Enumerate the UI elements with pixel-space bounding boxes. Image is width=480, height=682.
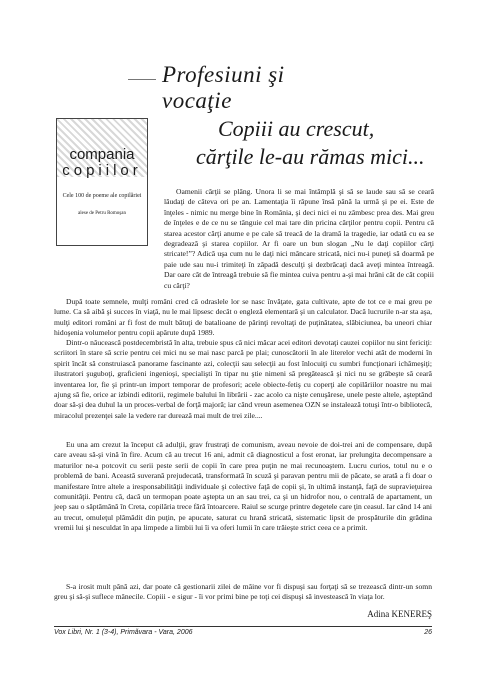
cover-caption: Cele 100 de poeme ale copilăriei	[62, 193, 142, 199]
footer-journal: Vox Libri, Nr. 1 (3-4), Primăvara - Vara, 2006	[54, 629, 193, 636]
article-title-line1: Copiii au crescut,	[218, 116, 375, 141]
intro-paragraph: Oamenii cărţii se plâng. Unora li se mai întâmplă şi să se laude sau să se ceară lăudaţi de câteva ori pe an. Lamentaţia îi răpune însă până la urmă şi pe ei. Este de înţeles - nimic nu merge bine în România, şi deci nici ei nu zâmbesc prea des. Mai greu de înţeles e de ce nu se tânguie cel mai tare din pricina cărţilor pentru copii. Pentru că starea acestor cărţi anume e pe cale să treacă de la dramă la tragedie, iar odată cu ea se degradează şi starea copiilor. Ar fi oare un bun slogan „Nu le daţi copiilor cărţi stricate!”? Adică uşa cum nu le daţi nici mâncare stricată, nici nu-i puneţi să doarmă pe paie ude sau nu-i trimiteţi în zăpadă desculţi şi dezbrăcaţi dacă aveţi mintea întreagă. Dar oare cât de întreagă trebuie să fie mintea cuiva pentru a-şi mai hrăni cât de cât copiii cu cărţi?	[164, 187, 434, 290]
cover-author: alese de Petru Romoşan	[78, 211, 126, 216]
body-paragraph: S-a irosit mult până azi, dar poate că gestionarii zilei de mâine vor fi dispuşi sau forţaţi să se trezească dintr-un somn greu şi să-şi suflece mânecile. Copiii - e sigur - îi vor primi bine pe toţi cei dispuşi să investească în viaţa lor.	[54, 582, 432, 602]
section-title: Profesiuni şi vocaţie	[156, 62, 353, 114]
cover-title: compania	[69, 146, 135, 163]
body-paragraph: După toate semnele, mulţi români cred că odraslele lor se nasc învăţate, gata cultivate, apte de tot ce e mai greu pe lume. Ca să aibă şi succes în viaţă, nu le mai lipsesc decât o engleză elementară şi un calculator. Dacă lucrurile n-ar sta aşa, mulţi editori români ar fi fost de mult bătuţi de batalioane de părinţi revoltaţi de puţinătatea, slăbiciunea, ba uneori chiar hidoşenia volumelor pentru copii apărute după 1989.	[54, 297, 432, 338]
section-header	[128, 60, 353, 113]
article-author: Adina KENEREŞ	[367, 609, 432, 619]
footer-rule	[54, 626, 432, 627]
page-number: 26	[424, 629, 432, 636]
article-title-line2: cărţile le-au rămas mici...	[196, 144, 425, 169]
body-paragraph: Dintr-o năucească postdecembristă în alta, trebuie spus că nici măcar acei editori devotaţi cauzei copiilor nu sint fericiţi: scriitori în stare să scrie pentru cei mici nu se mai nasc parcă pe plai; cunoscătorii în ale literelor vechi atât de moderni în spirit încât să construiască panorame fascinante azi, colecţii sau selecţii au fost înlocuiţi cu sumbri funcţionari ichămeşiţi; ilustratori şuguboţi, graficieni ingenioşi, specialişti în tipar nu ştie nimeni să pregătească şi nici nu se grăbeşte să ceară inventarea lor, fie şi printr-un import temporar de profesori; acele obiecte-fetiş cu coperţi ale copilăriilor noastre nu mai ajung să fie, orice ar izbindi editorii, regimele balului în librării - zac acolo ca nişte cenuşărese, unele peste altele, aşteptând doar să-şi dea duhul la un proces-verbal de forţă majoră; iar când vreun asemenea OZN se instalează totuşi într-o bibliotecă, miracolul prezenţei sale la vedere rar durează mai mult de trei zile....	[54, 338, 432, 420]
body-paragraph: Eu una am crezut la început că adulţii, grav frustraţi de comunism, aveau nevoie de doi-trei ani de compensare, după care aveau să-şi vină în fire. Acum că au trecut 16 ani, admit că diagnosticul a fost eronat, iar prelungita decompensare a maturilor ne-a potcovit cu serii peste serii de copii în care prea puţin ne mai recunoaştem. Lucru curios, totul nu e o problemă de bani. Această suverană prejudecată, transformată în scuză şi paravan pentru mii de păcate, se arată a fi doar o manifestare între altele a iresponsabilităţii individuale şi colective faţă de copii şi, în ultimă instanţă, faţă de supravieţuirea comunităţii. Pentru că, dacă un termopan poate aştepta un an sau trei, ca şi un hidrofor nou, o centrală de apartament, un jeep sau o săptămână în Creta, copilăria trece fără întoarcere. Raiul se scurge printre degetele care ţin ceasul. Iar când 14 ani au trecut, omuleţul plămădit din puţin, pe apucate, saturat cu hrană stricată, sistematic lipsit de prospăturile din grădina vremii lui şi nesculdat în apa limpede a limbii lui îi va oferi lumii în care trăieşte strict ceea ce a primit.	[54, 440, 432, 533]
book-cover-image	[56, 118, 148, 246]
cover-subtitle: copiilor	[62, 162, 142, 179]
